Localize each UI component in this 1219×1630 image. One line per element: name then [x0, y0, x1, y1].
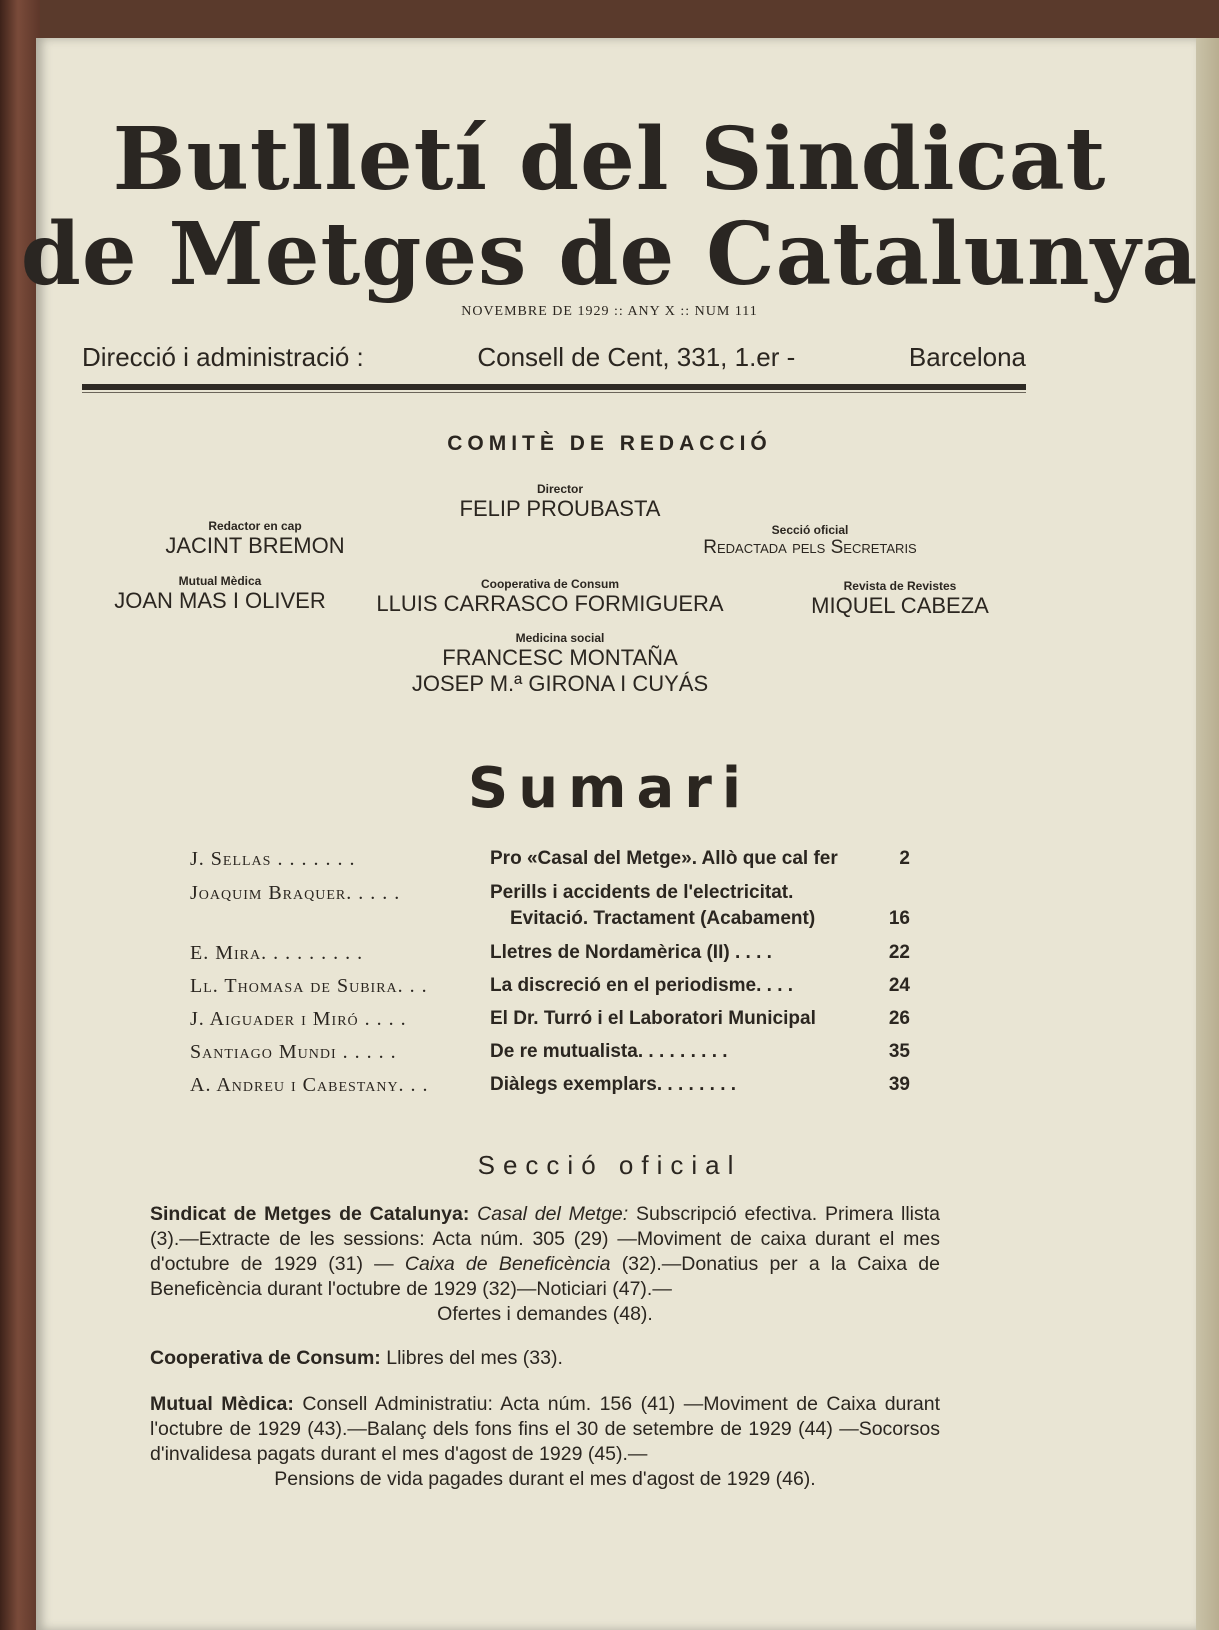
header-rule	[82, 384, 1026, 390]
seccio-name: Redactada pels Secretaris	[703, 537, 917, 558]
cooperativa-label: Cooperativa de Consum:	[150, 1347, 381, 1369]
mutual-text: Consell Administratiu: Acta núm. 156 (41) —Moviment de Caixa durant l'octubre de 1929 (43).—Balanç dels fons fins el 30 de setembre de 1929 (44) —Socorsos d'invalidesa pagats durant el mes d'agost de 1929 (45).—	[150, 1393, 940, 1465]
toc-entry	[190, 975, 910, 1008]
sindicat-paragraph	[150, 1202, 940, 1327]
redactor-block	[110, 519, 400, 559]
cooperativa-name: LLUIS CARRASCO FORMIGUERA	[376, 591, 724, 616]
sindicat-caixa: Caixa de Beneficència	[404, 1253, 611, 1275]
cooperativa-paragraph	[150, 1346, 940, 1371]
seccio-role: Secció oficial	[771, 523, 849, 537]
sindicat-casal: Casal del Metge:	[477, 1203, 629, 1225]
sindicat-text-2: (32).—Donatius per a la Caixa de Beneficència durant l'octubre de 1929 (32)—Noticiari (47).—	[150, 1253, 940, 1300]
toc-entry	[190, 848, 910, 882]
toc-entry	[190, 942, 910, 975]
mutual-paragraph	[150, 1392, 940, 1492]
toc-entry	[190, 1074, 910, 1107]
mutual-last-line: Pensions de vida pagades durant el mes d'agost de 1929 (46).	[274, 1468, 816, 1490]
toc-title-continuation: Evitació. Tractament (Acabament)	[510, 908, 816, 929]
medicina-role: Medicina social	[515, 631, 605, 645]
masthead-title-line2: de Metges de Catalunya	[20, 204, 1199, 305]
address-label: Direcció i administració :	[82, 342, 364, 372]
toc-author: J. Aiguader i Miró . . . .	[190, 1008, 407, 1030]
redactor-role: Redactor en cap	[208, 519, 302, 533]
toc-entry	[190, 1041, 910, 1074]
medicina-name-2: JOSEP M.ª GIRONA I CUYÁS	[411, 671, 709, 696]
toc-author: Ll. Thomasa de Subira. . .	[190, 975, 428, 997]
cooperativa-text: Llibres del mes (33).	[386, 1347, 563, 1369]
toc-author: A. Andreu i Cabestany. . .	[190, 1074, 429, 1096]
address-street: Consell de Cent, 331, 1.er -	[477, 342, 796, 372]
toc-page: 22	[888, 942, 910, 963]
toc-author-spacer	[190, 908, 490, 942]
mutual-block	[70, 574, 370, 614]
cooperativa-block	[340, 577, 760, 617]
toc-title: Diàlegs exemplars. . . . . . . .	[490, 1074, 737, 1095]
sindicat-last-line: Ofertes i demandes (48).	[437, 1303, 653, 1325]
sindicat-label: Sindicat de Metges de Catalunya:	[150, 1203, 470, 1225]
toc-author: J. Sellas . . . . . . .	[190, 848, 356, 870]
sindicat-text-1: Subscripció efectiva. Primera llista (3).—Extracte de les sessions: Acta núm. 305 (29) —Moviment de caixa durant el mes d'octubre de 1929 (31) —	[150, 1203, 941, 1275]
toc-title: De re mutualista. . . . . . . . .	[490, 1041, 728, 1062]
toc-author: Joaquim Braquer. . . . .	[190, 882, 401, 904]
toc-title: Lletres de Nordamèrica (II) . . . .	[490, 942, 772, 963]
header-rule-thin	[82, 392, 1026, 393]
director-block	[360, 482, 760, 522]
toc-page: 16	[888, 908, 910, 929]
toc-page: 24	[888, 975, 910, 996]
committee-heading: COMITÈ DE REDACCIÓ	[447, 432, 772, 455]
cooperativa-role: Cooperativa de Consum	[480, 577, 620, 591]
toc-page: 26	[888, 1008, 910, 1029]
seccio-oficial-heading: Secció oficial	[477, 1150, 742, 1180]
toc-title: El Dr. Turró i el Laboratori Municipal	[490, 1008, 816, 1029]
revista-role: Revista de Revistes	[843, 579, 957, 593]
revista-block	[780, 579, 1020, 619]
director-role: Director	[536, 482, 583, 496]
toc-page: 35	[888, 1041, 910, 1062]
address-line	[82, 342, 1026, 373]
medicina-block	[360, 631, 760, 697]
toc-author: E. Mira. . . . . . . . .	[190, 942, 364, 964]
masthead-title-line1: Butlletí del Sindicat	[112, 109, 1107, 210]
mutual-label: Mutual Mèdica:	[150, 1393, 294, 1415]
toc-entry-continuation	[190, 908, 910, 942]
toc-page: 2	[899, 848, 910, 869]
toc-title: La discreció en el periodisme. . . .	[490, 975, 794, 996]
mutual-role: Mutual Mèdica	[178, 574, 262, 588]
toc-entry	[190, 882, 910, 908]
medicina-name-1: FRANCESC MONTAÑA	[442, 645, 678, 670]
mutual-name: JOAN MAS I OLIVER	[114, 588, 326, 613]
toc-entry	[190, 1008, 910, 1041]
sumari-heading: Sumari	[467, 756, 752, 821]
seccio-block	[680, 523, 940, 559]
toc-author: Santiago Mundi . . . . .	[190, 1041, 397, 1063]
redactor-name: JACINT BREMON	[165, 533, 345, 558]
revista-name: MIQUEL CABEZA	[811, 593, 989, 618]
issue-line: NOVEMBRE DE 1929 :: ANY X :: NUM 111	[461, 304, 758, 319]
toc-page-spacer	[870, 882, 910, 908]
address-city: Barcelona	[908, 342, 1026, 372]
toc-page: 39	[888, 1074, 910, 1095]
toc-title: Perills i accidents de l'electricitat.	[490, 882, 794, 903]
toc-title: Pro «Casal del Metge». Allò que cal fer	[490, 848, 838, 869]
director-name: FELIP PROUBASTA	[459, 496, 661, 521]
table-of-contents	[190, 848, 910, 1107]
